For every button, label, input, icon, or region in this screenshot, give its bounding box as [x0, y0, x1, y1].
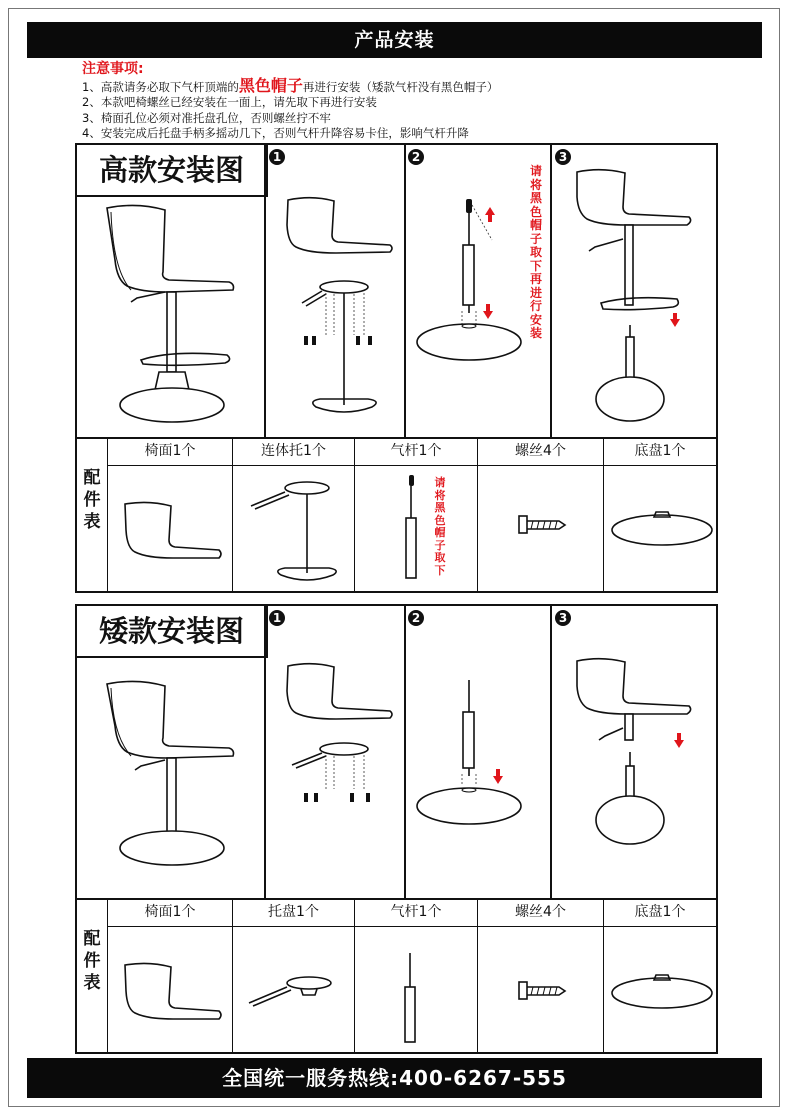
- step-1-badge: 1: [269, 149, 285, 165]
- note-line-4: 4、安装完成后托盘手柄多摇动几下，否则气杆升降容易卡住，影响气杆升降: [82, 126, 469, 140]
- high-chair-assembled: [97, 200, 257, 430]
- high-section-title: 高款安装图: [77, 145, 268, 197]
- high-part-screws: 螺丝4个: [515, 443, 566, 459]
- low-step-2-diagram: [412, 666, 527, 846]
- high-part-screw-drawing: [517, 515, 577, 535]
- notes-block: [82, 62, 498, 142]
- high-part-bracket: 连体托1个: [261, 443, 326, 459]
- high-step-1-diagram: [272, 195, 402, 430]
- note-line-1: 1、高款请务必取下气杆顶端的黑色帽子再进行安装（矮款气杆没有黑色帽子）: [82, 75, 499, 95]
- low-part-screws: 螺丝4个: [515, 904, 566, 920]
- step-2-badge: 2: [408, 149, 424, 165]
- high-part-bracket-drawing: [237, 478, 352, 588]
- page-title: 产品安装: [27, 22, 762, 58]
- high-parts-label: 配件表: [83, 468, 101, 532]
- hotline-bar: 全国统一服务热线:400-6267-555: [27, 1058, 762, 1098]
- note-highlight: 黑色帽子: [238, 75, 303, 95]
- low-part-tray-drawing: [239, 971, 349, 1021]
- low-part-base-drawing: [610, 968, 715, 1018]
- high-step-2-diagram: [412, 185, 527, 430]
- low-part-gas-lift-drawing: [395, 951, 425, 1046]
- low-part-screw-drawing: [517, 981, 577, 1001]
- high-install-section: [75, 143, 718, 593]
- low-part-tray: 托盘1个: [268, 904, 319, 920]
- high-part-gas-lift: 气杆1个: [390, 443, 442, 459]
- high-part-seat: 椅面1个: [144, 443, 196, 459]
- low-step-3-diagram: [565, 656, 715, 866]
- high-step-3-diagram: [565, 167, 715, 437]
- low-part-base: 底盘1个: [634, 904, 686, 920]
- notes-heading: 注意事项:: [82, 61, 144, 77]
- low-step-2-badge: 2: [408, 610, 424, 626]
- note-line-2: 2、本款吧椅螺丝已经安装在一面上，请先取下再进行安装: [82, 95, 377, 109]
- low-part-seat: 椅面1个: [144, 904, 196, 920]
- low-step-3-badge: 3: [555, 610, 571, 626]
- low-install-section: [75, 604, 718, 1054]
- high-part-base-drawing: [610, 505, 715, 555]
- low-chair-assembled: [97, 676, 257, 876]
- low-step-1-diagram: [272, 661, 402, 821]
- low-part-gas-lift: 气杆1个: [390, 904, 442, 920]
- low-step-1-badge: 1: [269, 610, 285, 626]
- step-3-badge: 3: [555, 149, 571, 165]
- high-part-seat-drawing: [119, 500, 229, 575]
- low-section-title: 矮款安装图: [77, 606, 268, 658]
- note-line-3: 3、椅面孔位必须对准托盘孔位，否则螺丝拧不牢: [82, 110, 331, 125]
- high-part-gas-lift-drawing: [387, 473, 427, 588]
- low-parts-label: 配件表: [83, 929, 101, 993]
- high-part-base: 底盘1个: [634, 443, 686, 459]
- step-2-red-note: 请将黑色帽子取下再进行安装: [529, 164, 542, 340]
- low-part-seat-drawing: [119, 961, 229, 1036]
- high-gas-red-note: 请将黑色帽子取下: [434, 476, 446, 577]
